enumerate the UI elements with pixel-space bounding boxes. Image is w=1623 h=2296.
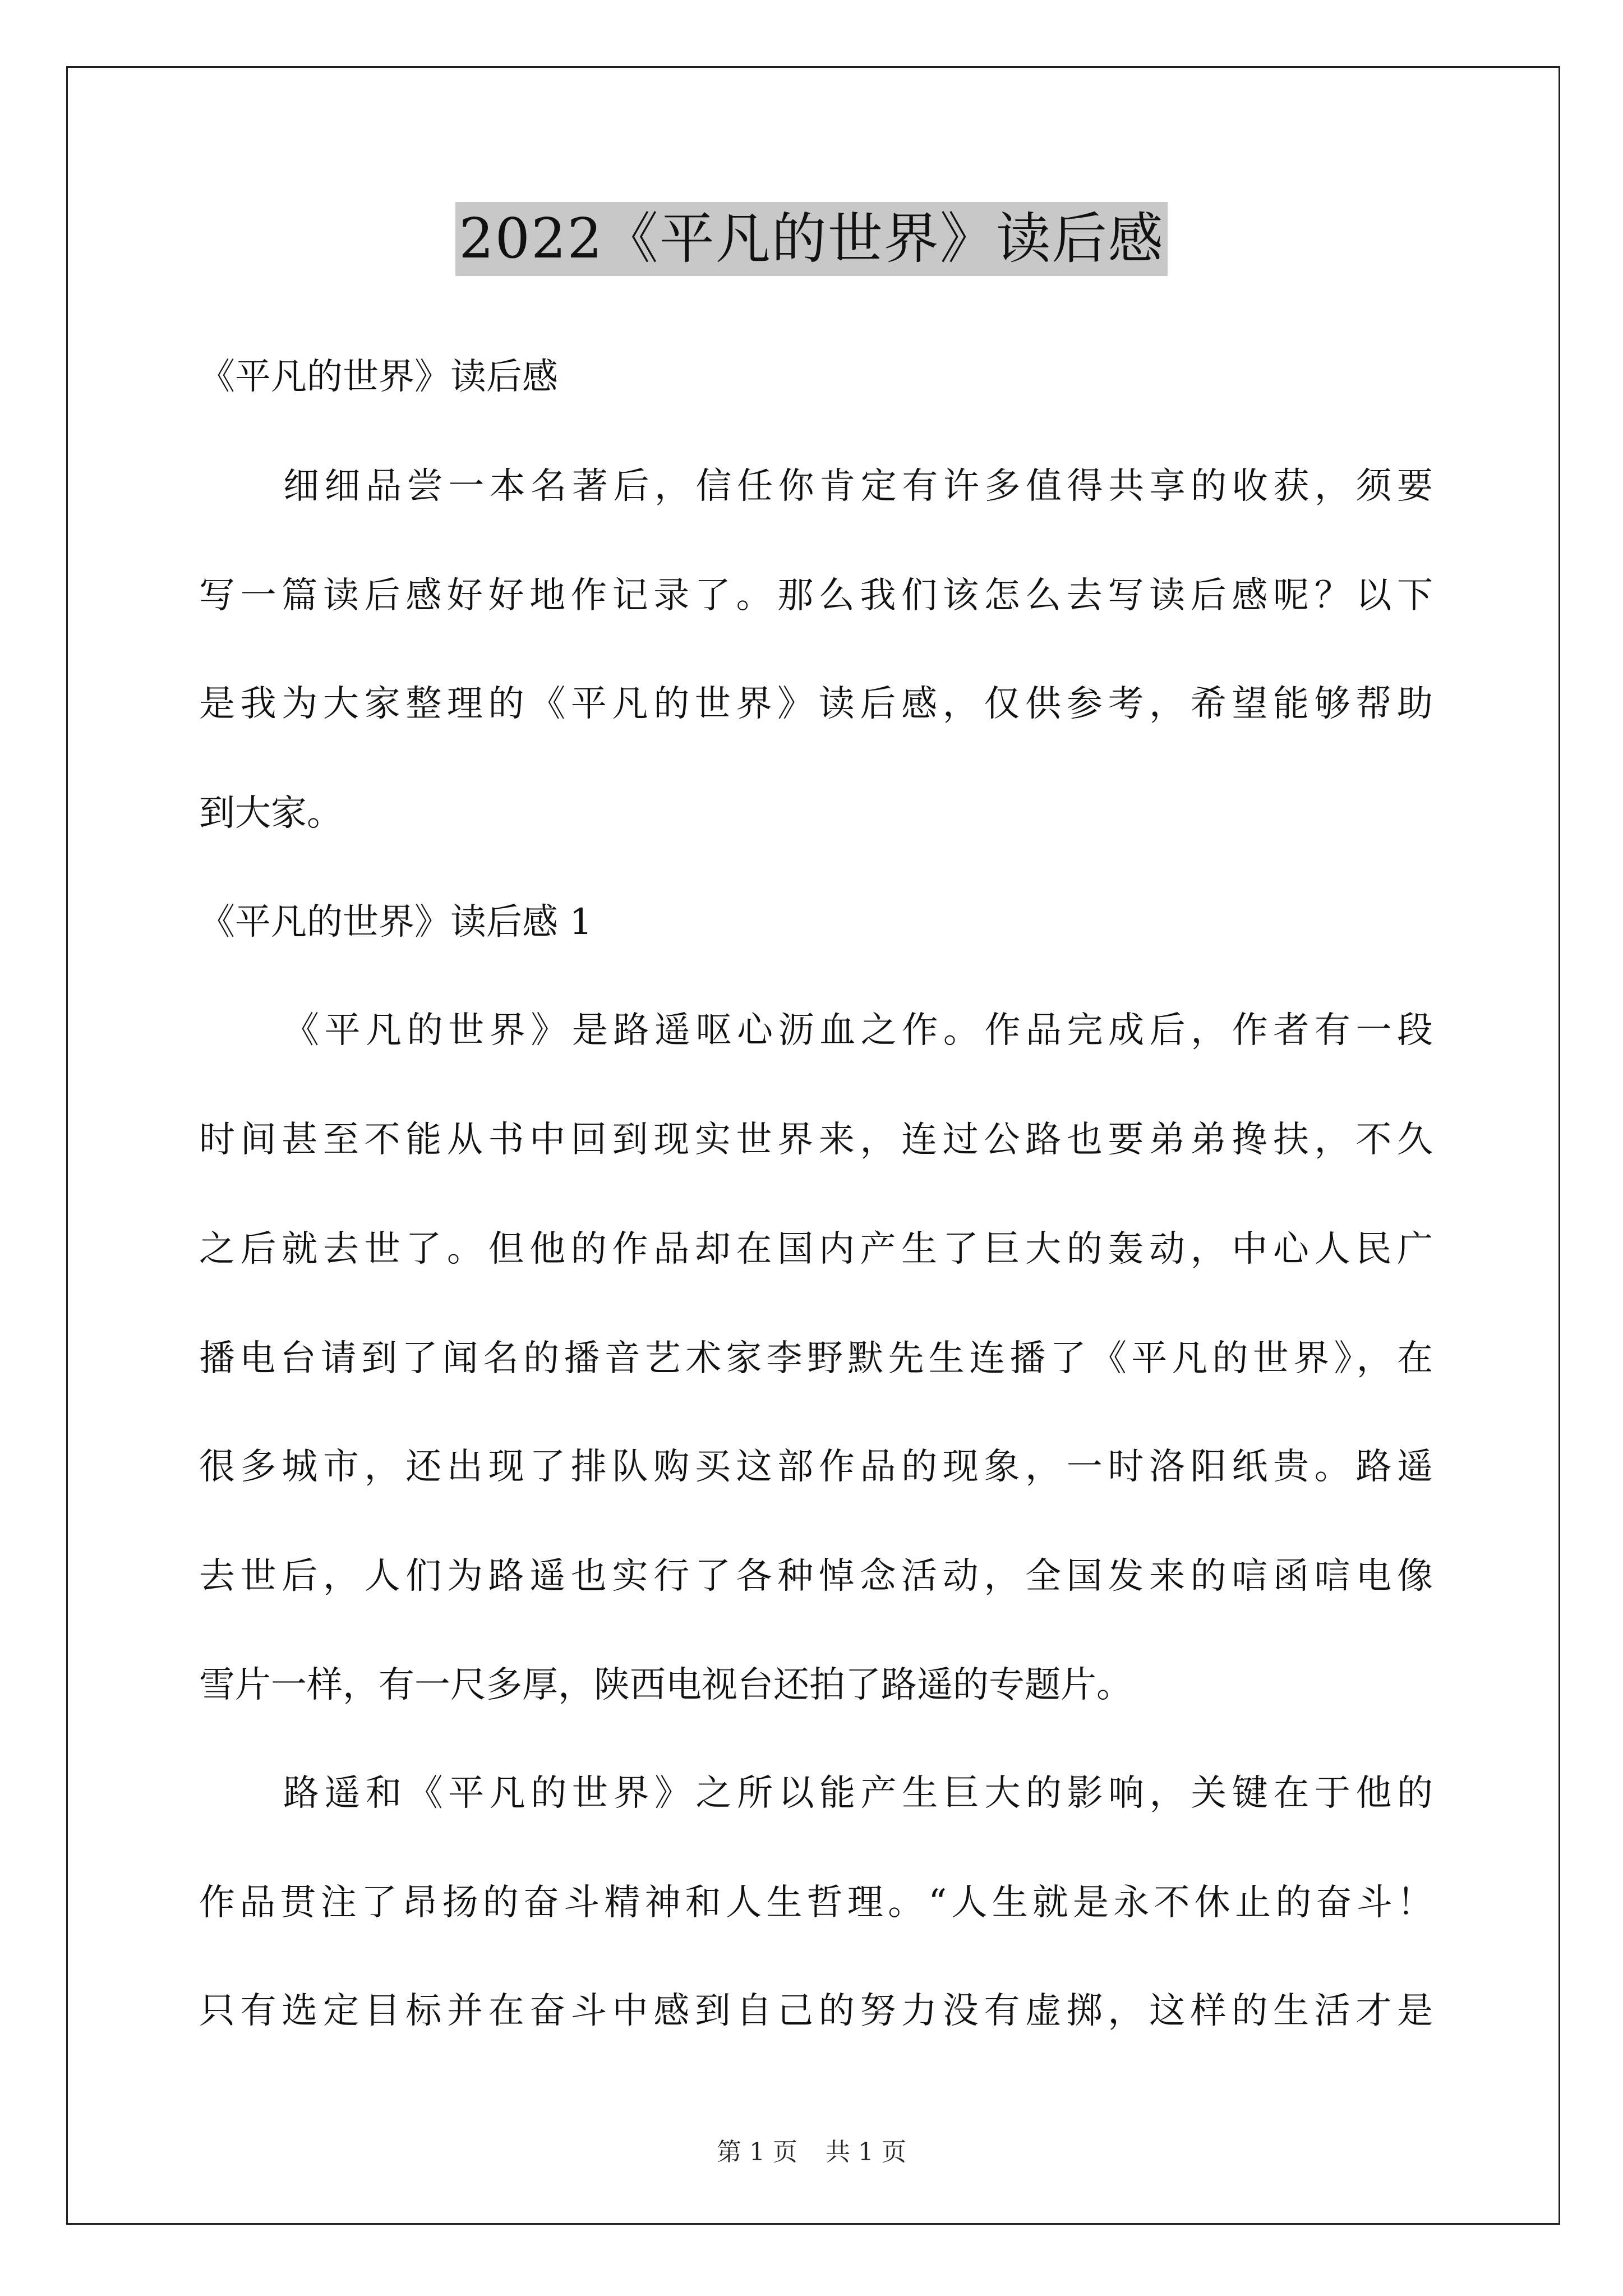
page-number: 第 1 页 [717, 2138, 797, 2166]
intro-line: 细细品尝一本名著后，信任你肯定有许多值得共享的收获，须要 [283, 466, 1433, 507]
paragraph-line: 作品贯注了昂扬的奋斗精神和人生哲理。“人生就是永不休止的奋斗！ [199, 1882, 1433, 1924]
paragraph-line: 《平凡的世界》是路遥呕心沥血之作。作品完成后，作者有一段 [283, 1010, 1433, 1051]
paragraph-line: 去世后，人们为路遥也实行了各种悼念活动，全国发来的唁函唁电像 [199, 1556, 1433, 1597]
page-total: 共 1 页 [826, 2138, 906, 2166]
intro-line: 写一篇读后感好好地作记录了。那么我们该怎么去写读后感呢？以下 [199, 575, 1433, 616]
heading: 《平凡的世界》读后感 [199, 356, 558, 398]
paragraph-line: 播电台请到了闻名的播音艺术家李野默先生连播了《平凡的世界》，在 [199, 1338, 1433, 1379]
intro-line: 是我为大家整理的《平凡的世界》读后感，仅供参考，希望能够帮助 [199, 683, 1433, 725]
paragraph-line: 很多城市，还出现了排队购买这部作品的现象，一时洛阳纸贵。路遥 [199, 1446, 1433, 1488]
section-heading: 《平凡的世界》读后感 1 [199, 901, 593, 943]
paragraph-line: 之后就去世了。但他的作品却在国内产生了巨大的轰动，中心人民广 [199, 1228, 1433, 1270]
paragraph-line: 时间甚至不能从书中回到现实世界来，连过公路也要弟弟搀扶，不久 [199, 1119, 1433, 1161]
intro-line: 到大家。 [199, 793, 343, 834]
paragraph-line: 路遥和《平凡的世界》之所以能产生巨大的影响，关键在于他的 [283, 1773, 1433, 1814]
paragraph-line: 雪片一样，有一尺多厚，陕西电视台还拍了路遥的专题片。 [199, 1664, 1132, 1706]
document-title: 2022《平凡的世界》读后感 [455, 202, 1167, 276]
title-container [0, 202, 1623, 276]
page-footer [0, 2138, 1623, 2166]
paragraph-line: 只有选定目标并在奋斗中感到自己的努力没有虚掷，这样的生活才是 [199, 1990, 1433, 2032]
